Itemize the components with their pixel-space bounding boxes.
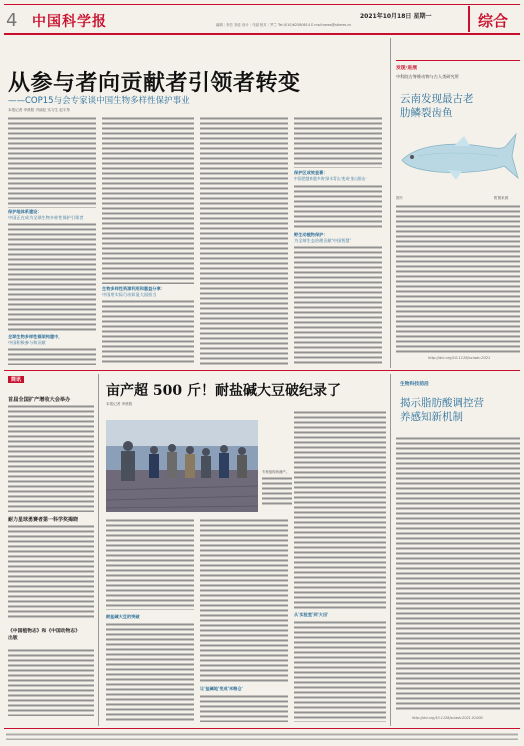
masthead (0, 0, 524, 38)
main-subhead-1b: 中国正在成为全球生物多样性保护引领者 (8, 215, 84, 220)
soy-subhead-2: 让'盐碱地'变成'米粮仓' (200, 686, 243, 691)
sidebar-top-doi: http://doi.org/10.1126/sciadv.2021 (428, 356, 491, 360)
main-col-4-c (294, 245, 382, 365)
main-subheadline: ——COP15与会专家谈中国生物多样性保护事业 (8, 96, 190, 106)
footer-rule (4, 728, 520, 729)
main-byline: 本报记者 李晨阳 冯丽妃 实习生 赵宇彤 (8, 108, 71, 112)
sidebar-bottom-doi: http://doi.org/10.1126/sciadv.2021.01000 (412, 716, 483, 720)
page-number: 4 (6, 10, 18, 31)
news-item-title-2: 耐力星球勇赛者第一科学奖揭晓 (8, 517, 79, 523)
main-headline: 从参与者向贡献者引领者转变 (8, 71, 301, 96)
soy-col-3-b (294, 620, 386, 722)
main-subhead-9b: 为全球生态治理贡献'中国智慧' (294, 238, 351, 243)
main-col-3 (200, 116, 288, 365)
sidebar-bottom-divider (390, 374, 391, 726)
main-col-1-c (8, 347, 96, 365)
sidebar-title: 云南发现最古老肋鳞裂齿鱼 (400, 93, 474, 119)
main-subhead-5: 生物多样性资源利用和惠益分享： (102, 286, 165, 291)
sidebar-bottom-column: 生物科技前沿 (400, 382, 429, 387)
section-label: 综合 (478, 12, 509, 30)
soy-subhead-3: 从'实验室'到'大田' (294, 612, 329, 617)
news-column-label: 简讯 (8, 376, 24, 383)
main-subhead-9: 野生动植物保护： (294, 232, 328, 237)
news-item-title-3: 《中国植物志》和《中国动物志》出版 (8, 629, 78, 641)
main-col-2-b (102, 299, 194, 365)
main-subhead-7b: 中国把越来越多的'绿水青山'变成'金山银山' (294, 176, 367, 181)
main-col-4-b (294, 184, 382, 230)
news-item-body-3 (8, 648, 94, 716)
soy-headline: 亩产超 500 斤！耐盐碱大豆破纪录了 (106, 383, 341, 399)
news-item-body-1 (8, 404, 94, 512)
main-col-1-b (8, 222, 96, 332)
sidebar-bottom-title: 揭示脂肪酸调控营养感知新机制 (400, 397, 484, 423)
sidebar-top-body (396, 204, 520, 354)
sidebar-divider (390, 38, 391, 368)
soy-col-2-a (200, 518, 288, 682)
fish-illustration (398, 126, 520, 188)
top-rule (4, 4, 520, 5)
soy-col-2-b (200, 694, 288, 722)
soy-col-1-b (106, 622, 194, 722)
paper-name-logo: 中国科学报 (32, 14, 107, 30)
section-tag (468, 6, 522, 32)
sidebar-bottom-body (396, 436, 520, 712)
soy-photo-caption: 专家组现场测产。 (262, 470, 290, 474)
main-col-2-a (102, 116, 194, 284)
sidebar-column-label: 发现·进展 (396, 66, 418, 71)
sidebar-caption-note: 附图来源 (494, 196, 509, 200)
soy-byline: 本报记者 李晨阳 (106, 402, 133, 406)
sidebar-caption-tag: 图片 (396, 196, 404, 200)
sidebar-source: 中科院古脊椎动物与古人类研究所 (396, 74, 459, 79)
soy-caption-lines (262, 476, 292, 506)
sidebar-top-rule (396, 60, 520, 61)
footer-imprint (6, 732, 518, 740)
news-item-title-1: 首届全国扩产增收大会举办 (8, 397, 71, 403)
main-subhead-1: 保护地体系建设： (8, 209, 42, 214)
masthead-rule (4, 33, 520, 35)
soy-field-photo (106, 420, 258, 512)
news-item-body-2 (8, 524, 94, 618)
main-subhead-7: 保护区成效显著： (294, 170, 328, 175)
issue-date: 2021年10月18日 星期一 (360, 13, 432, 20)
main-subhead-5b: 中国用实际行动彰显大国担当 (102, 292, 157, 297)
editor-line: 编辑｜李芸 刘佳 设计｜马丽 校对｜罗兰 Tel:(010)62580614 E-mail:news@stimes.cn (216, 23, 352, 27)
main-col-4-a (294, 116, 382, 168)
main-subhead-3b: 中国积极参与和贡献 (8, 340, 46, 345)
soy-col-1-a (106, 518, 194, 610)
main-subhead-3: 全球生物多样性框架构建中， (8, 334, 63, 339)
section-divider (4, 370, 520, 371)
soy-col-3-a (294, 410, 386, 610)
soy-subhead-1: 耐盐碱大豆的突破 (106, 614, 140, 619)
news-col-divider (98, 374, 99, 726)
main-col-1-a (8, 116, 96, 208)
